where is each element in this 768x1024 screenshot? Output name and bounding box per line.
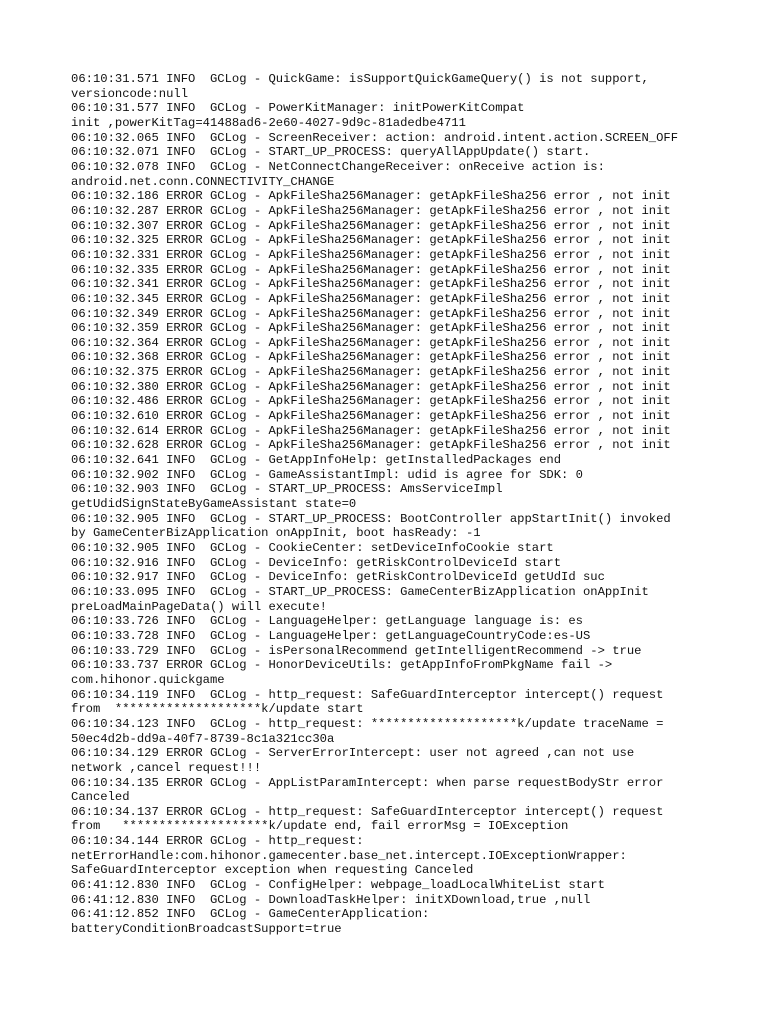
log-line: 06:10:32.902 INFO GCLog - GameAssistantImpl: udid is agree for SDK: 0 xyxy=(71,467,583,482)
log-line: 06:10:32.905 INFO GCLog - CookieCenter: setDeviceInfoCookie start xyxy=(71,541,554,555)
log-line: 06:10:32.903 INFO GCLog - START_UP_PROCESS: AmsServiceImpl xyxy=(71,482,503,497)
log-line: 06:10:32.917 INFO GCLog - DeviceInfo: getRiskControlDeviceId getUdId suc xyxy=(71,570,605,585)
log-line: 06:10:32.287 ERROR GCLog - ApkFileSha256Manager: getApkFileSha256 error , not init xyxy=(71,203,671,218)
log-line: getUdidSignStateByGameAssistant state=0 xyxy=(71,497,357,512)
log-line: 06:10:32.486 ERROR GCLog - ApkFileSha256Manager: getApkFileSha256 error , not init xyxy=(71,394,671,409)
log-line: init ,powerKitTag=41488ad6-2e60-4027-9d9c-81adedbe4711 xyxy=(71,115,466,130)
log-line: 06:10:34.123 INFO GCLog - http_request: ********************k/update traceName = xyxy=(71,716,664,731)
log-line: 06:10:32.614 ERROR GCLog - ApkFileSha256Manager: getApkFileSha256 error , not init xyxy=(71,423,671,438)
log-line: 06:10:33.095 INFO GCLog - START_UP_PROCESS: GameCenterBizApplication onAppInit xyxy=(71,584,649,599)
log-line: 06:10:31.571 INFO GCLog - QuickGame: isSupportQuickGameQuery() is not support, xyxy=(71,72,649,86)
log-line: SafeGuardInterceptor exception when requesting Canceled xyxy=(71,863,474,878)
log-line: 06:41:12.830 INFO GCLog - DownloadTaskHelper: initXDownload,true ,null xyxy=(71,892,591,907)
log-line: 06:10:34.135 ERROR GCLog - AppListParamIntercept: when parse requestBodyStr error xyxy=(71,775,664,790)
log-line: 06:10:33.729 INFO GCLog - isPersonalRecommend getIntelligentRecommend -> true xyxy=(71,643,642,658)
log-line: android.net.conn.CONNECTIVITY_CHANGE xyxy=(71,174,335,189)
log-line: 06:10:32.341 ERROR GCLog - ApkFileSha256Manager: getApkFileSha256 error , not init xyxy=(71,277,671,292)
log-line: Canceled xyxy=(71,790,130,805)
log-line: 06:10:32.380 ERROR GCLog - ApkFileSha256Manager: getApkFileSha256 error , not init xyxy=(71,379,671,394)
log-line: 06:10:32.359 ERROR GCLog - ApkFileSha256Manager: getApkFileSha256 error , not init xyxy=(71,321,671,336)
log-line: 06:10:32.628 ERROR GCLog - ApkFileSha256Manager: getApkFileSha256 error , not init xyxy=(71,438,671,453)
log-line: 06:41:12.830 INFO GCLog - ConfigHelper: webpage_loadLocalWhiteList start xyxy=(71,878,605,893)
log-line: 06:10:32.349 ERROR GCLog - ApkFileSha256Manager: getApkFileSha256 error , not init xyxy=(71,306,671,321)
log-line: 06:10:34.129 ERROR GCLog - ServerErrorIntercept: user not agreed ,can not use xyxy=(71,746,635,761)
log-line: 06:10:34.137 ERROR GCLog - http_request: SafeGuardInterceptor intercept() request xyxy=(71,804,664,819)
log-line: preLoadMainPageData() will execute! xyxy=(71,599,327,614)
log-line: 06:10:32.065 INFO GCLog - ScreenReceiver: action: android.intent.action.SCREEN_OFF xyxy=(71,130,679,145)
log-line: 06:10:32.325 ERROR GCLog - ApkFileSha256Manager: getApkFileSha256 error , not init xyxy=(71,233,671,248)
log-line: 06:10:32.364 ERROR GCLog - ApkFileSha256Manager: getApkFileSha256 error , not init xyxy=(71,335,671,350)
log-line: 06:10:32.078 INFO GCLog - NetConnectChangeReceiver: onReceive action is: xyxy=(71,159,605,174)
log-line: from ********************k/update end, fail errorMsg = IOException xyxy=(71,819,569,834)
log-line: 06:10:32.610 ERROR GCLog - ApkFileSha256Manager: getApkFileSha256 error , not init xyxy=(71,409,671,424)
log-line: 06:10:32.307 ERROR GCLog - ApkFileSha256Manager: getApkFileSha256 error , not init xyxy=(71,218,671,233)
log-line: batteryConditionBroadcastSupport=true xyxy=(71,922,342,937)
log-line: 06:10:32.186 ERROR GCLog - ApkFileSha256Manager: getApkFileSha256 error , not init xyxy=(71,189,671,204)
log-line: 06:10:33.737 ERROR GCLog - HonorDeviceUtils: getAppInfoFromPkgName fail -> xyxy=(71,658,613,673)
log-line: 06:10:32.905 INFO GCLog - START_UP_PROCESS: BootController appStartInit() invoked xyxy=(71,511,671,526)
log-line: netErrorHandle:com.hihonor.gamecenter.base_net.intercept.IOExceptionWrapper: xyxy=(71,848,627,863)
log-line: 06:10:33.726 INFO GCLog - LanguageHelper: getLanguage language is: es xyxy=(71,614,583,629)
log-line: 06:10:32.345 ERROR GCLog - ApkFileSha256Manager: getApkFileSha256 error , not init xyxy=(71,291,671,306)
log-line: 06:10:34.119 INFO GCLog - http_request: SafeGuardInterceptor intercept() request xyxy=(71,687,664,702)
log-line: from ********************k/update start xyxy=(71,702,364,717)
log-line: 06:10:32.368 ERROR GCLog - ApkFileSha256Manager: getApkFileSha256 error , not init xyxy=(71,350,671,365)
log-line: versioncode:null xyxy=(71,86,189,101)
log-line: 06:10:32.375 ERROR GCLog - ApkFileSha256Manager: getApkFileSha256 error , not init xyxy=(71,365,671,380)
log-line: 06:10:32.331 ERROR GCLog - ApkFileSha256Manager: getApkFileSha256 error , not init xyxy=(71,247,671,262)
log-line: by GameCenterBizApplication onAppInit, boot hasReady: -1 xyxy=(71,526,481,541)
log-line: 06:10:32.916 INFO GCLog - DeviceInfo: getRiskControlDeviceId start xyxy=(71,555,562,570)
log-line: 06:10:32.335 ERROR GCLog - ApkFileSha256Manager: getApkFileSha256 error , not init xyxy=(71,262,671,277)
log-line: 06:41:12.852 INFO GCLog - GameCenterApplication: xyxy=(71,907,430,922)
log-line: 06:10:31.577 INFO GCLog - PowerKitManager: initPowerKitCompat xyxy=(71,101,525,116)
log-line: 06:10:33.728 INFO GCLog - LanguageHelper: getLanguageCountryCode:es-US xyxy=(71,628,591,643)
log-line: 50ec4d2b-dd9a-40f7-8739-8c1a321cc30a xyxy=(71,731,335,746)
log-line: network ,cancel request!!! xyxy=(71,760,262,775)
log-line: 06:10:34.144 ERROR GCLog - http_request: xyxy=(71,834,364,849)
log-text-block xyxy=(71,72,731,937)
log-line: 06:10:32.071 INFO GCLog - START_UP_PROCESS: queryAllAppUpdate() start. xyxy=(71,145,591,160)
log-line: 06:10:32.641 INFO GCLog - GetAppInfoHelp: getInstalledPackages end xyxy=(71,453,562,468)
log-line: com.hihonor.quickgame xyxy=(71,672,225,687)
